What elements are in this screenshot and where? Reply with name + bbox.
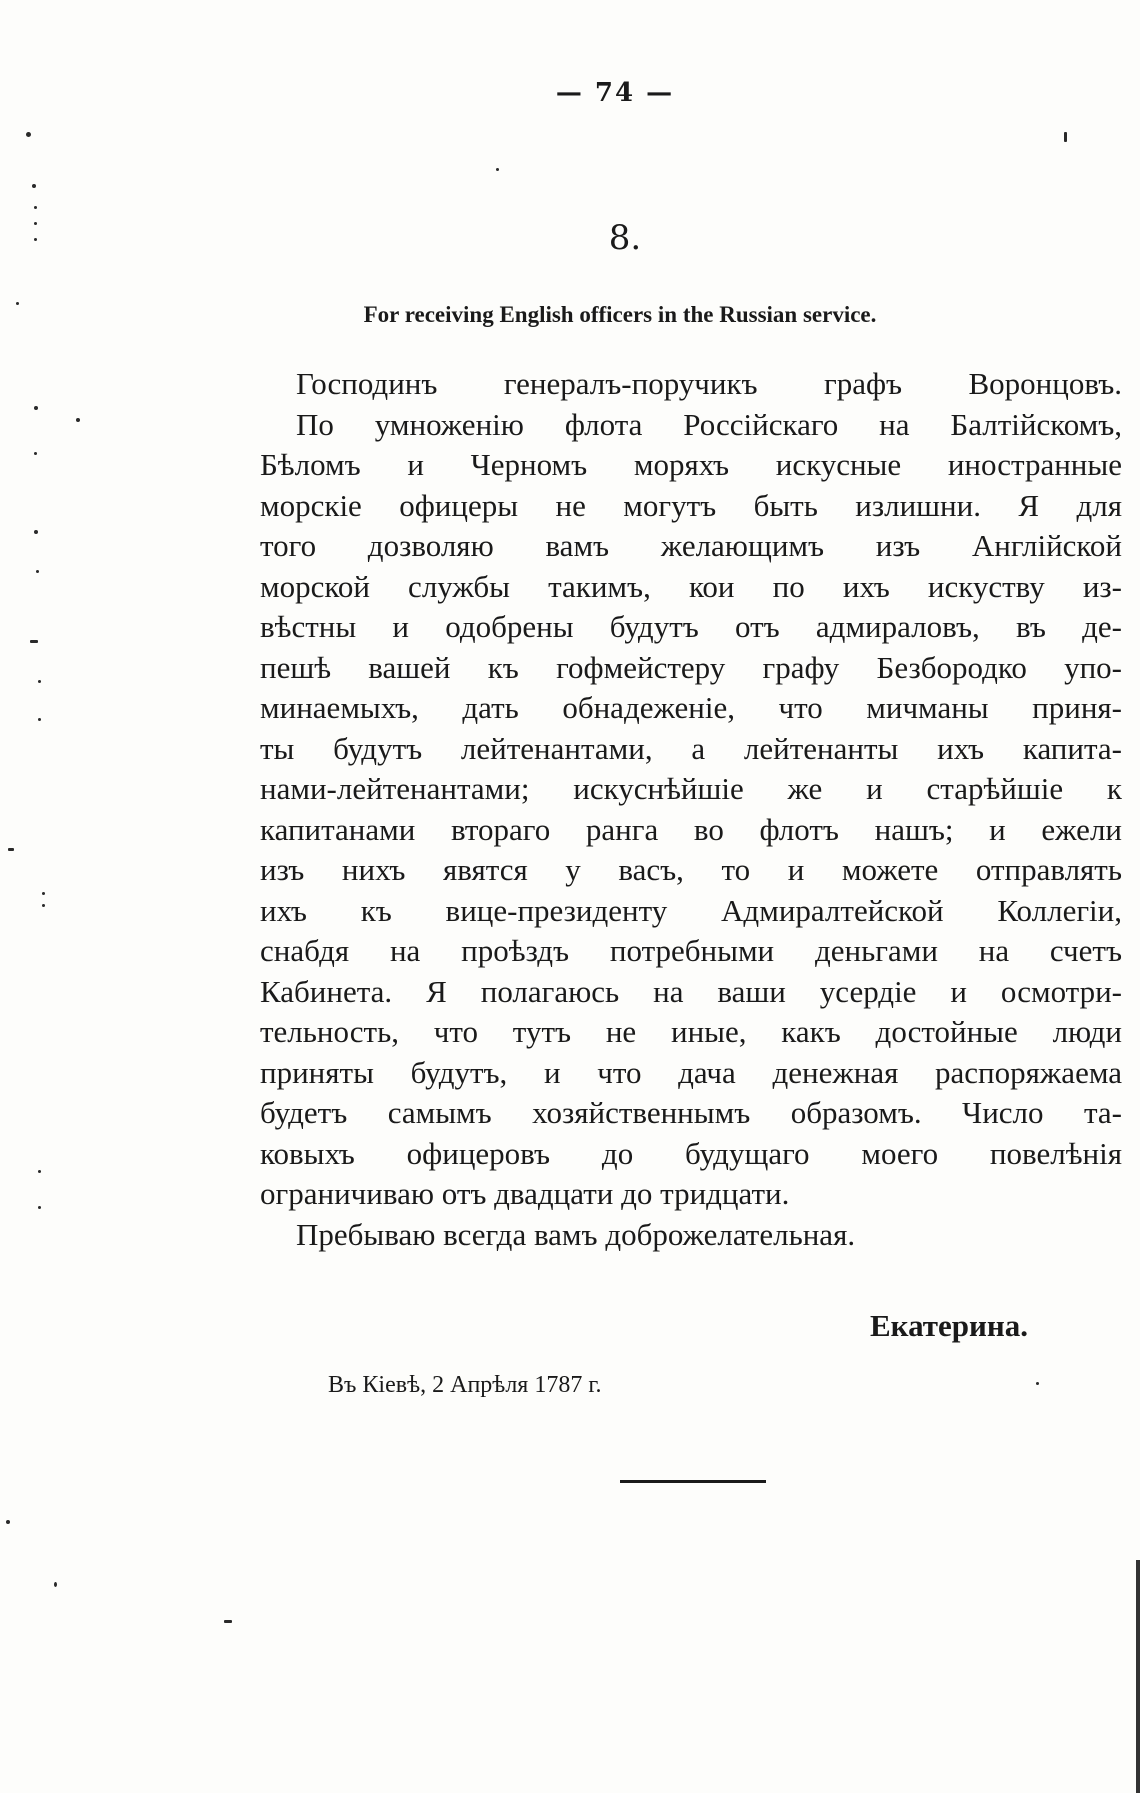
scan-speck [224,1620,232,1623]
letter-line-closing: Пребываю всегда вамъ доброжелательная. [296,1216,856,1252]
letter-line: морской службы такимъ, кои по ихъ искуству из- [260,568,1122,604]
scan-speck [32,184,36,188]
scan-speck [42,892,45,895]
scan-speck [76,418,80,422]
scan-speck [8,848,14,851]
letter-line: ты будутъ лейтенантами, а лейтенанты ихъ капита- [260,730,1122,766]
scan-speck [34,530,38,534]
page-edge [1136,1560,1140,1793]
scan-speck [34,452,37,455]
letter-line: ихъ къ вице-президенту Адмиралтейской Коллегіи, [260,892,1122,928]
letter-line: морскіе офицеры не могутъ быть излишни. Я для [260,487,1122,523]
scan-speck [34,406,38,410]
scan-speck [6,1520,10,1524]
letter-line: минаемыхъ, дать обнадеженіе, что мичманы приня- [260,690,1122,725]
letter-line: Кабинета. Я полагаюсь на ваши усердіе и осмотри- [260,973,1122,1009]
end-rule [620,1480,766,1483]
scan-speck [38,680,41,683]
letter-line: Бѣломъ и Черномъ моряхъ искусные иностранные [260,447,1122,482]
scan-speck [16,302,19,305]
letter-line: По умноженію флота Россійскаго на Балтійскомъ, [296,406,1122,442]
letter-body [260,364,1122,1255]
page-number: — 74 — [555,78,675,108]
scan-speck [496,168,499,171]
letter-line: нами-лейтенантами; искуснѣйшіе же и старѣйшіе к [260,771,1122,806]
letter-line: ограничиваю отъ двадцати до тридцати. [260,1176,790,1211]
letter-line: ковыхъ офицеровъ до будущаго моего повелѣнія [260,1135,1122,1171]
scan-speck [42,904,45,907]
letter-line: приняты будутъ, и что дача денежная распоряжаема [260,1054,1122,1090]
letter-line: капитанами втораго ранга во флотъ нашъ; и ежели [260,811,1122,847]
scan-speck [1064,132,1067,142]
letter-line: пешѣ вашей къ гофмейстеру графу Безбородко упо- [260,649,1122,685]
letter-line: тельность, что тутъ не иные, какъ достойные люди [260,1014,1122,1049]
letter-line: вѣстны и одобрены будутъ отъ адмираловъ, въ де- [260,609,1122,644]
letter-line: снабдя на проѣздъ потребными деньгами на счетъ [260,933,1122,968]
date-place: Въ Кіевѣ, 2 Апрѣля 1787 г. [328,1372,602,1398]
document-number: 8. [608,218,642,258]
scan-speck [54,1582,57,1587]
scan-speck [38,1206,41,1209]
letter-line: изъ нихъ явятся у васъ, то и можете отправлять [260,852,1122,887]
scan-speck [34,206,37,209]
document-heading: For receiving English officers in the Russian service. [363,302,877,327]
scan-speck [38,718,41,721]
letter-line-salutation: Господинъ генералъ-поручикъ графъ Воронцовъ. [296,366,1122,401]
scan-speck [26,132,31,137]
scan-speck [1036,1382,1039,1385]
letter-line: того дозволяю вамъ желающимъ изъ Англійской [260,528,1122,563]
scan-speck [34,222,37,225]
scan-speck [34,238,37,241]
scan-speck [38,1170,41,1173]
scan-speck [30,640,38,643]
scan-speck [36,570,39,573]
signature: Екатерина. [870,1308,1028,1343]
letter-line: будетъ самымъ хозяйственнымъ образомъ. Число та- [260,1095,1122,1130]
